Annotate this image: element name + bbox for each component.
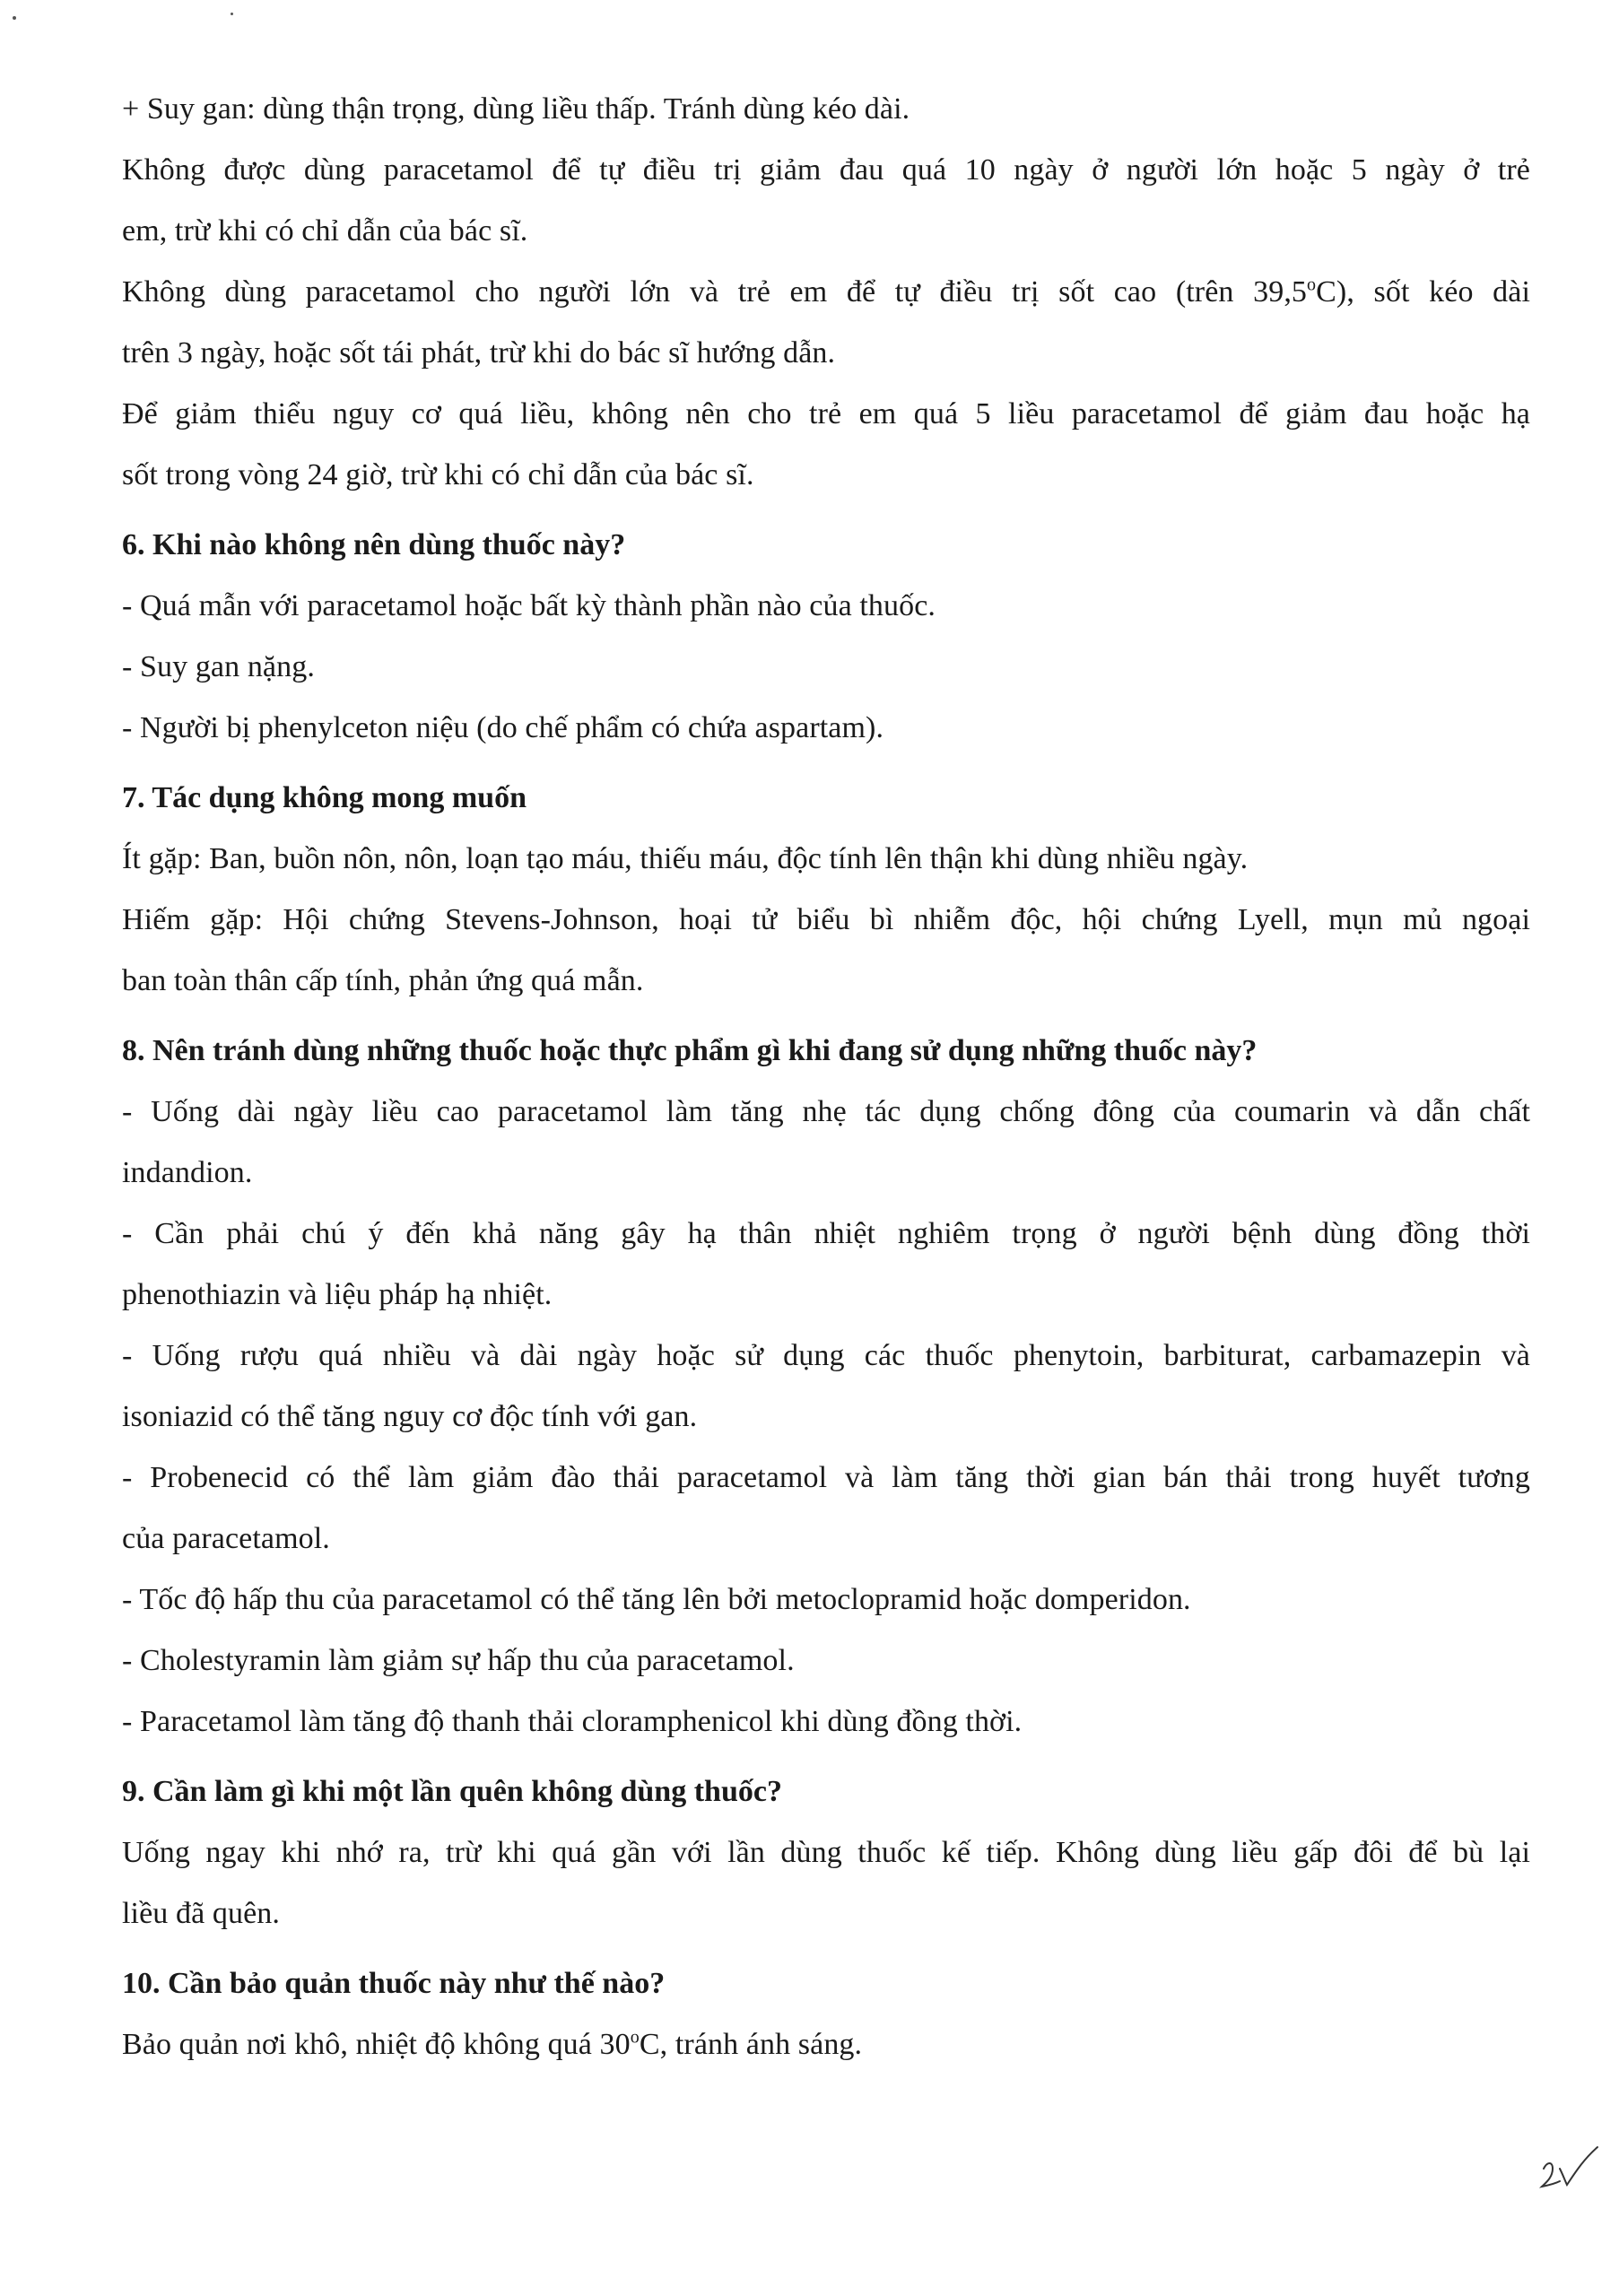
- text-span: C), sốt kéo dài: [1316, 275, 1530, 309]
- text-line: [122, 262, 1530, 323]
- section-7-heading: 7. Tác dụng không mong muốn: [122, 781, 527, 814]
- text-span: Bảo quản nơi khô, nhiệt độ không quá 30: [122, 2028, 631, 2061]
- text-line: ban toàn thân cấp tính, phản ứng quá mẫn.: [122, 964, 644, 997]
- text-line: isoniazid có thể tăng nguy cơ độc tính với gan.: [122, 1400, 698, 1433]
- degree-superscript: o: [630, 2027, 640, 2048]
- section-8-heading: 8. Nên tránh dùng những thuốc hoặc thực phẩm gì khi đang sử dụng những thuốc này?: [122, 1034, 1258, 1067]
- text-line: Ít gặp: Ban, buồn nôn, nôn, loạn tạo máu, thiếu máu, độc tính lên thận khi dùng nhiều ngày.: [122, 842, 1249, 875]
- scan-speck: [231, 13, 233, 15]
- list-item: - Suy gan nặng.: [122, 650, 315, 683]
- text-line: Để giảm thiểu nguy cơ quá liều, không nên cho trẻ em quá 5 liều paracetamol để giảm đau hoặc hạ: [122, 397, 1530, 430]
- text-span: Không dùng paracetamol cho người lớn và trẻ em để tự điều trị sốt cao (trên 39,5: [122, 275, 1308, 309]
- degree-superscript: o: [1307, 274, 1317, 295]
- text-line: - Uống dài ngày liều cao paracetamol làm tăng nhẹ tác dụng chống đông của coumarin và dẫn chất: [122, 1095, 1530, 1128]
- text-line: Uống ngay khi nhớ ra, trừ khi quá gần với lần dùng thuốc kế tiếp. Không dùng liều gấp đôi để bù lại: [122, 1836, 1530, 1869]
- text-line: [122, 2014, 1530, 2075]
- text-line: - Tốc độ hấp thu của paracetamol có thể tăng lên bởi metoclopramid hoặc domperidon.: [122, 1583, 1191, 1616]
- section-10-heading: 10. Cần bảo quản thuốc này như thế nào?: [122, 1967, 666, 2000]
- text-line: Hiếm gặp: Hội chứng Stevens-Johnson, hoại tử biểu bì nhiễm độc, hội chứng Lyell, mụn mủ ngoại: [122, 903, 1530, 936]
- text-line: sốt trong vòng 24 giờ, trừ khi có chỉ dẫn của bác sĩ.: [122, 458, 754, 491]
- document-body: [122, 79, 1530, 2075]
- text-line: - Probenecid có thể làm giảm đào thải paracetamol và làm tăng thời gian bán thải trong huyết tương: [122, 1461, 1530, 1494]
- list-item: - Quá mẫn với paracetamol hoặc bất kỳ thành phần nào của thuốc.: [122, 589, 936, 622]
- text-line: - Cholestyramin làm giảm sự hấp thu của paracetamol.: [122, 1644, 795, 1677]
- text-line: - Cần phải chú ý đến khả năng gây hạ thân nhiệt nghiêm trọng ở người bệnh dùng đồng thời: [122, 1217, 1530, 1250]
- text-line: Không được dùng paracetamol để tự điều trị giảm đau quá 10 ngày ở người lớn hoặc 5 ngày ở trẻ: [122, 153, 1530, 187]
- text-line: liều đã quên.: [122, 1897, 280, 1930]
- section-9-heading: 9. Cần làm gì khi một lần quên không dùng thuốc?: [122, 1775, 782, 1808]
- text-line: + Suy gan: dùng thận trọng, dùng liều thấp. Tránh dùng kéo dài.: [122, 92, 910, 126]
- text-line: của paracetamol.: [122, 1522, 330, 1555]
- scan-speck: [13, 16, 16, 20]
- text-line: em, trừ khi có chỉ dẫn của bác sĩ.: [122, 214, 528, 248]
- text-span: C, tránh ánh sáng.: [639, 2028, 863, 2061]
- text-line: phenothiazin và liệu pháp hạ nhiệt.: [122, 1278, 553, 1311]
- section-6-heading: 6. Khi nào không nên dùng thuốc này?: [122, 528, 626, 561]
- text-line: trên 3 ngày, hoặc sốt tái phát, trừ khi do bác sĩ hướng dẫn.: [122, 336, 836, 370]
- text-line: - Uống rượu quá nhiều và dài ngày hoặc sử dụng các thuốc phenytoin, barbiturat, carbamazepin và: [122, 1339, 1530, 1372]
- text-line: indandion.: [122, 1156, 253, 1189]
- text-line: - Paracetamol làm tăng độ thanh thải cloramphenicol khi dùng đồng thời.: [122, 1705, 1023, 1738]
- list-item: - Người bị phenylceton niệu (do chế phẩm có chứa aspartam).: [122, 711, 884, 744]
- handwritten-initials-icon: [1538, 2142, 1601, 2196]
